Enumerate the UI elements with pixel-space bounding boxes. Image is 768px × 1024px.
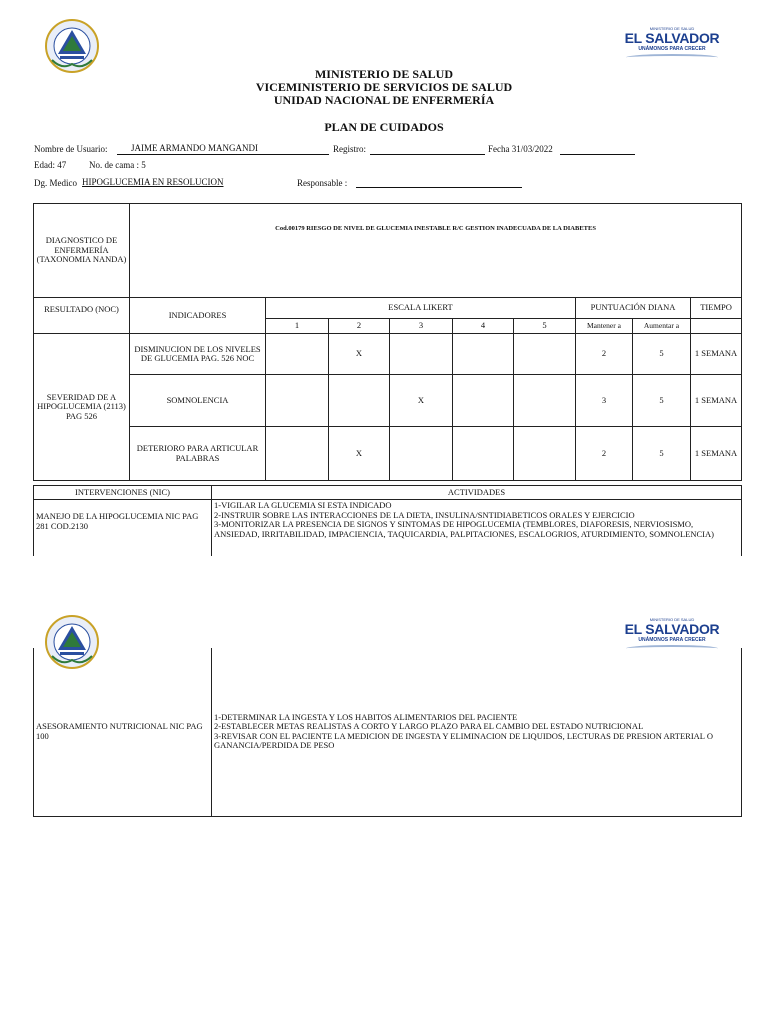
table-row <box>34 648 742 816</box>
table-row <box>34 375 742 427</box>
likert-header: ESCALA LIKERT <box>266 298 576 319</box>
user-name-label: Nombre de Usuario: <box>34 144 108 154</box>
dg-medico-value: HIPOGLUCEMIA EN RESOLUCION <box>82 177 224 187</box>
registro-label: Registro: <box>333 144 366 154</box>
diagnostico-label: DIAGNOSTICO DE ENFERMERÍA (TAXONOMIA NANDA) <box>34 204 130 298</box>
dg-medico-label: Dg. Medico <box>34 178 77 188</box>
aumentar-value: 5 <box>633 334 691 375</box>
intervencion-cell: ASESORAMIENTO NUTRICIONAL NIC PAG 100 <box>34 648 212 816</box>
mantener-value: 2 <box>576 427 633 481</box>
user-name-value: JAIME ARMANDO MANGANDI <box>131 143 259 153</box>
likert-1: 1 <box>266 319 329 334</box>
actividad-item: 2-ESTABLECER METAS REALISTAS A CORTO Y LARGO PLAZO PARA EL CAMBIO DEL ESTADO NUTRICIONAL <box>214 721 644 732</box>
aumentar-header: Aumentar a <box>633 319 691 334</box>
coat-of-arms-seal <box>42 16 102 76</box>
nic-table <box>33 485 742 556</box>
likert-3: 3 <box>390 319 453 334</box>
indicador-cell: SOMNOLENCIA <box>130 375 266 427</box>
likert-2: 2 <box>329 319 390 334</box>
noc-table <box>33 203 742 481</box>
aumentar-value: 5 <box>633 375 691 427</box>
actividades-cell <box>212 648 742 816</box>
mantener-value: 3 <box>576 375 633 427</box>
actividad-item: 3-REVISAR CON EL PACIENTE LA MEDICION DE INGESTA Y ELIMINACION DE LIQUIDOS, LECTURAS DE PRESION ARTERIAL O GANANCIA/PERDIDA DE PESO <box>214 730 713 751</box>
actividad-item: 1-DETERMINAR LA INGESTA Y LOS HABITOS ALIMENTARIOS DEL PACIENTE <box>214 711 518 722</box>
actividad-item: 2-INSTRUIR SOBRE LAS INTERACCIONES DE LA DIETA, INSULINA/SNTIDIABETICOS ORALES Y EJERCICIO <box>214 509 635 520</box>
ministry-heading: MINISTERIO DE SALUD <box>314 67 454 81</box>
el-salvador-logo: MINISTERIO DE SALUD EL SALVADOR UNÁMONOS PARA CRECER <box>622 617 722 661</box>
actividad-item: 1-VIGILAR LA GLUCEMIA SI ESTA INDICADO <box>214 500 392 510</box>
likert-5: 5 <box>514 319 576 334</box>
responsable-label: Responsable : <box>297 178 348 188</box>
intervencion-cell: MANEJO DE LA HIPOGLUCEMIA NIC PAG 281 COD.2130 <box>34 500 212 556</box>
fecha-label: Fecha 31/03/2022 <box>488 144 553 154</box>
likert-mark: X <box>390 375 453 427</box>
table-row <box>34 427 742 481</box>
indicador-cell: DETERIORO PARA ARTICULAR PALABRAS <box>130 427 266 481</box>
aumentar-value: 5 <box>633 427 691 481</box>
tiempo-value: 1 SEMANA <box>691 427 742 481</box>
resultado-value: SEVERIDAD DE A HIPOGLUCEMIA (2113) PAG 526 <box>34 334 130 481</box>
resultado-header: RESULTADO (NOC) <box>34 298 130 334</box>
diagnostico-text: Cod.00179 RIESGO DE NIVEL DE GLUCEMIA INESTABLE R/C GESTION INADECUADA DE LA DIABETES <box>130 204 742 298</box>
table-row <box>34 334 742 375</box>
actividades-header: ACTIVIDADES <box>212 486 742 500</box>
mantener-value: 2 <box>576 334 633 375</box>
viceministry-heading: VICEMINISTERIO DE SERVICIOS DE SALUD <box>255 80 513 94</box>
table-row <box>34 500 742 556</box>
actividad-item: 3-MONITORIZAR LA PRESENCIA DE SIGNOS Y SINTOMAS DE HIPOGLUCEMIA (TEMBLORES, DIAFORESIS, NERVIOSISMO, ANSIEDAD, IRRITABILIDAD, IMPACIENCIA, TAQUICARDIA, PALPITACIONES, ESCALOGRIOS, ATURDIMIENTO, SOMNOLENCIA) <box>214 519 714 539</box>
likert-mark: X <box>329 427 390 481</box>
actividades-cell <box>212 500 742 556</box>
unit-heading: UNIDAD NACIONAL DE ENFERMERÍA <box>273 93 495 107</box>
page-title: PLAN DE CUIDADOS <box>324 120 444 134</box>
tiempo-value: 1 SEMANA <box>691 334 742 375</box>
tiempo-header: TIEMPO <box>691 298 742 319</box>
nic-table-continued <box>33 648 742 817</box>
indicador-cell: DISMINUCION DE LOS NIVELES DE GLUCEMIA PAG. 526 NOC <box>130 334 266 375</box>
intervenciones-header: INTERVENCIONES (NIC) <box>34 486 212 500</box>
likert-mark: X <box>329 334 390 375</box>
tiempo-value: 1 SEMANA <box>691 375 742 427</box>
indicadores-header: INDICADORES <box>130 298 266 334</box>
edad-label: Edad: 47 <box>34 160 67 170</box>
el-salvador-logo: MINISTERIO DE SALUD EL SALVADOR UNÁMONOS PARA CRECER <box>622 26 722 70</box>
likert-4: 4 <box>453 319 514 334</box>
puntuacion-header: PUNTUACIÓN DIANA <box>576 298 691 319</box>
cama-label: No. de cama : 5 <box>89 160 146 170</box>
mantener-header: Mantener a <box>576 319 633 334</box>
